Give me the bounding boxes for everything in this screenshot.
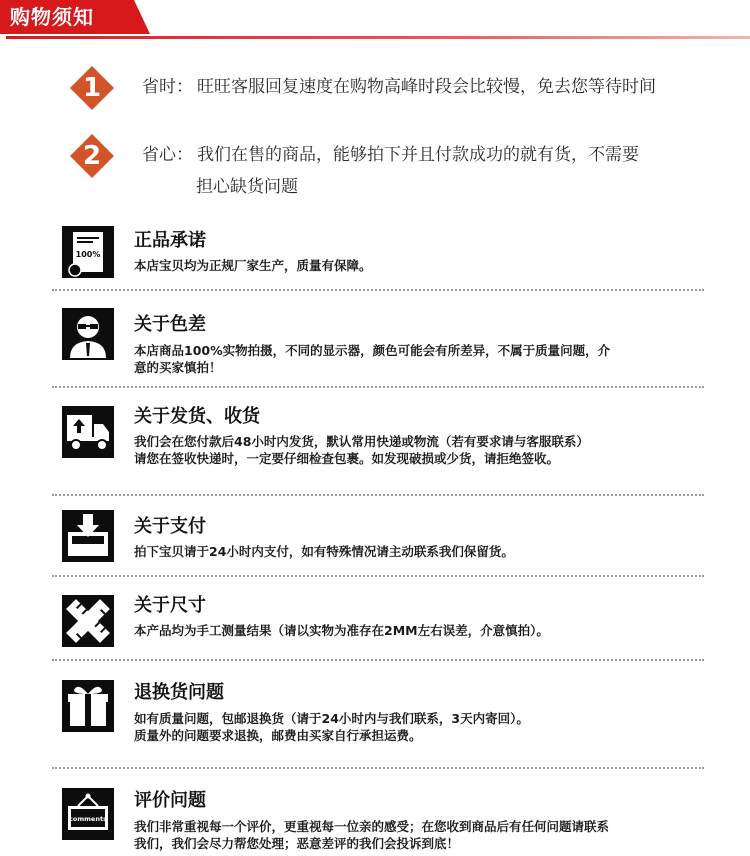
delivery-truck-icon — [62, 406, 114, 458]
comments-sign-icon — [62, 788, 114, 840]
certificate-icon-text: 100% — [75, 250, 101, 259]
number-diamond-icon — [70, 66, 114, 110]
section-line: 如有质量问题，包邮退换货（请于24小时内与我们联系，3天内寄回）。 — [134, 711, 529, 726]
point-description-continued: 担心缺货问题 — [196, 177, 298, 197]
dotted-divider — [52, 289, 704, 291]
point-description: 我们在售的商品，能够拍下并且付款成功的就有货，不需要 — [197, 145, 639, 165]
section-line: 我们非常重视每一个评价，更重视每一位亲的感受；在您收到商品后有任何问题请联系 — [134, 819, 610, 834]
point-label: 省心： — [142, 145, 193, 165]
section-title: 评价问题 — [134, 790, 206, 811]
section-line: 本店商品100%实物拍摄，不同的显示器，颜色可能会有所差异，不属于质量问题，介 — [134, 343, 611, 358]
crossed-rulers-icon — [62, 595, 114, 647]
comments-sign-text: comments — [69, 815, 107, 823]
dotted-divider — [52, 494, 704, 496]
section-title: 关于色差 — [134, 314, 206, 335]
section-line: 本产品均为手工测量结果（请以实物为准存在2MM左右误差，介意慎拍）。 — [134, 623, 549, 638]
section-line: 我们会在您付款后48小时内发货，默认常用快递或物流（若有要求请与客服联系） — [134, 434, 589, 449]
dotted-divider — [52, 575, 704, 577]
payment-inbox-icon — [62, 510, 114, 562]
point-text — [142, 144, 639, 166]
point-description: 旺旺客服回复速度在购物高峰时段会比较慢，免去您等待时间 — [197, 77, 656, 97]
dotted-divider — [52, 386, 704, 388]
point-label: 省时： — [142, 77, 193, 97]
dotted-divider — [52, 767, 704, 769]
section-line: 拍下宝贝请于24小时内支付，如有特殊情况请主动联系我们保留货。 — [134, 544, 514, 559]
section-title: 关于尺寸 — [134, 595, 206, 616]
section-title: 正品承诺 — [134, 230, 206, 251]
section-line: 请您在签收快递时，一定要仔细检查包裹。如发现破损或少货，请拒绝签收。 — [134, 451, 560, 466]
point-text — [142, 76, 656, 98]
section-title: 关于支付 — [134, 516, 206, 537]
number-diamond-icon — [70, 134, 114, 178]
person-with-glasses-icon — [62, 308, 114, 360]
section-line: 质量外的问题要求退换，邮费由买家自行承担运费。 — [134, 728, 422, 743]
notice-header — [0, 0, 750, 40]
dotted-divider — [52, 659, 704, 661]
section-title: 关于发货、收货 — [134, 406, 260, 427]
section-line: 我们，我们会尽力帮您处理；恶意差评的我们会投诉到底！ — [134, 836, 460, 851]
point-number: 2 — [82, 141, 102, 171]
gift-box-icon — [62, 680, 114, 732]
section-line: 本店宝贝均为正规厂家生产，质量有保障。 — [134, 258, 372, 273]
point-number: 1 — [82, 73, 102, 103]
header-title: 购物须知 — [10, 5, 94, 29]
section-line: 意的买家慎拍！ — [134, 360, 222, 375]
certificate-icon — [62, 226, 114, 278]
section-title: 退换货问题 — [134, 682, 224, 703]
header-underline — [6, 36, 750, 39]
